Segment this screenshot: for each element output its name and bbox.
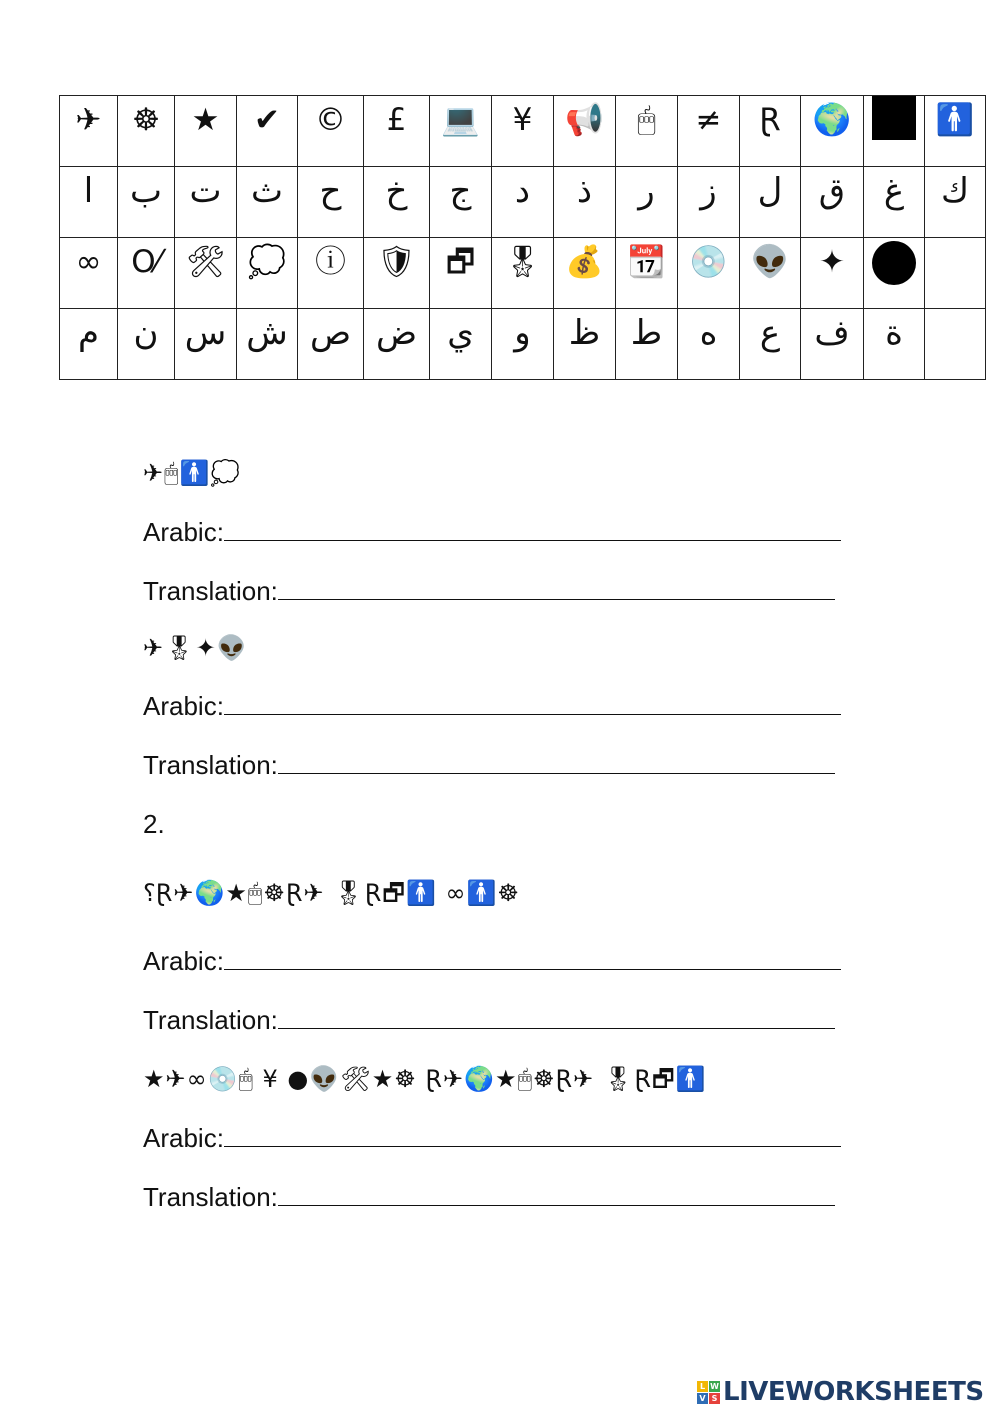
arabic-letter: ي [430, 309, 492, 380]
arabic-letter: ح [298, 167, 364, 238]
cipher-key-table [59, 95, 986, 380]
arabic-letter: ن [118, 309, 175, 380]
translation-answer-row [143, 1181, 835, 1212]
arabic-letter: ض [364, 309, 430, 380]
arabic-letter: ث [237, 167, 298, 238]
logo-mark-icon [697, 1381, 720, 1404]
coded-sentence-2: ★✈∞💿🖱 ¥ ●👽🛠★☸ Ɽ✈🌍★🖱☸Ɽ✈ 🎖Ɽ🗗🚹 [143, 1065, 707, 1093]
arabic-letter: د [492, 167, 554, 238]
arabic-letter: ت [175, 167, 237, 238]
arabic-letter: ا [60, 167, 118, 238]
arabic-letter: ة [864, 309, 925, 380]
symbol-row-1 [60, 96, 986, 167]
cipher-symbol: 💻 [430, 96, 492, 167]
cipher-symbol: 🗗 [430, 238, 492, 309]
arabic-letter: ع [740, 309, 801, 380]
arabic-letter: ظ [554, 309, 616, 380]
cipher-symbol: 💿 [678, 238, 740, 309]
arabic-answer-row [143, 945, 841, 976]
cipher-symbol: 🛡 [364, 238, 430, 309]
translation-label: Translation: [143, 1005, 278, 1035]
cipher-symbol: Ɽ [740, 96, 801, 167]
translation-answer-blank[interactable] [278, 1181, 835, 1206]
cipher-symbol: ≠ [678, 96, 740, 167]
arabic-letter: ج [430, 167, 492, 238]
cipher-symbol: ¥ [492, 96, 554, 167]
cipher-symbol: Ο⁄ [118, 238, 175, 309]
liveworksheets-logo [697, 1377, 984, 1407]
translation-answer-row [143, 749, 835, 780]
arabic-answer-blank[interactable] [224, 516, 841, 541]
arabic-letter: س [175, 309, 237, 380]
arabic-letter: ط [616, 309, 678, 380]
cipher-symbol: 👽 [740, 238, 801, 309]
cipher-symbol: ✦ [801, 238, 864, 309]
arabic-letter: ر [616, 167, 678, 238]
black-square-icon [864, 96, 925, 167]
cipher-symbol: £ [364, 96, 430, 167]
coded-sentence-1: ؟Ɽ✈🌍★🖱☸Ɽ✈ 🎖Ɽ🗗🚹 ∞🚹☸ [143, 879, 520, 907]
empty-cell [925, 309, 986, 380]
arabic-letter: ه [678, 309, 740, 380]
cipher-symbol: 📢 [554, 96, 616, 167]
cipher-symbol: ⓘ [298, 238, 364, 309]
section-number: 2. [143, 809, 165, 839]
translation-label: Translation: [143, 1182, 278, 1212]
cipher-symbol: 🌍 [801, 96, 864, 167]
arabic-label: Arabic: [143, 691, 224, 721]
translation-label: Translation: [143, 576, 278, 606]
coded-word-2: ✈🎖✦👽 [143, 634, 248, 662]
arabic-label: Arabic: [143, 946, 224, 976]
translation-answer-blank[interactable] [278, 1004, 835, 1029]
cipher-symbol: 🎖 [492, 238, 554, 309]
arabic-label: Arabic: [143, 517, 224, 547]
translation-answer-blank[interactable] [278, 749, 835, 774]
cipher-symbol: 📆 [616, 238, 678, 309]
cipher-symbol: 💰 [554, 238, 616, 309]
cipher-symbol: ∞ [60, 238, 118, 309]
logo-tile: W [710, 1381, 719, 1391]
translation-answer-row [143, 1004, 835, 1035]
logo-text: LIVEWORKSHEETS [723, 1377, 984, 1407]
arabic-letter: خ [364, 167, 430, 238]
arabic-letter: ف [801, 309, 864, 380]
translation-answer-row [143, 575, 835, 606]
cipher-symbol: ★ [175, 96, 237, 167]
arabic-letter: ق [801, 167, 864, 238]
translation-label: Translation: [143, 750, 278, 780]
black-circle-icon [864, 238, 925, 309]
cipher-symbol: ✈ [60, 96, 118, 167]
arabic-answer-blank[interactable] [224, 690, 841, 715]
logo-tile: V [697, 1393, 708, 1404]
arabic-letter: ل [740, 167, 801, 238]
arabic-letter: ب [118, 167, 175, 238]
arabic-answer-row [143, 1122, 841, 1153]
arabic-label: Arabic: [143, 1123, 224, 1153]
letter-row-1 [60, 167, 986, 238]
empty-cell [925, 238, 986, 309]
arabic-letter: غ [864, 167, 925, 238]
coded-word-1: ✈🖱🚹💭 [143, 459, 242, 487]
cipher-symbol: ✔ [237, 96, 298, 167]
logo-tile: S [709, 1393, 720, 1404]
arabic-letter: ش [237, 309, 298, 380]
arabic-letter: ك [925, 167, 986, 238]
symbol-row-2 [60, 238, 986, 309]
arabic-answer-row [143, 690, 841, 721]
cipher-symbol: 🖱 [616, 96, 678, 167]
logo-tile: L [697, 1381, 708, 1392]
arabic-answer-blank[interactable] [224, 1122, 841, 1147]
cipher-symbol: 🛠 [175, 238, 237, 309]
letter-row-2 [60, 309, 986, 380]
arabic-letter: ذ [554, 167, 616, 238]
arabic-letter: م [60, 309, 118, 380]
arabic-letter: و [492, 309, 554, 380]
arabic-answer-row [143, 516, 841, 547]
cipher-symbol: ☸ [118, 96, 175, 167]
translation-answer-blank[interactable] [278, 575, 835, 600]
arabic-letter: ص [298, 309, 364, 380]
arabic-answer-blank[interactable] [224, 945, 841, 970]
arabic-letter: ز [678, 167, 740, 238]
cipher-symbol: © [298, 96, 364, 167]
cipher-symbol: 🚹 [925, 96, 986, 167]
cipher-symbol: 💭 [237, 238, 298, 309]
